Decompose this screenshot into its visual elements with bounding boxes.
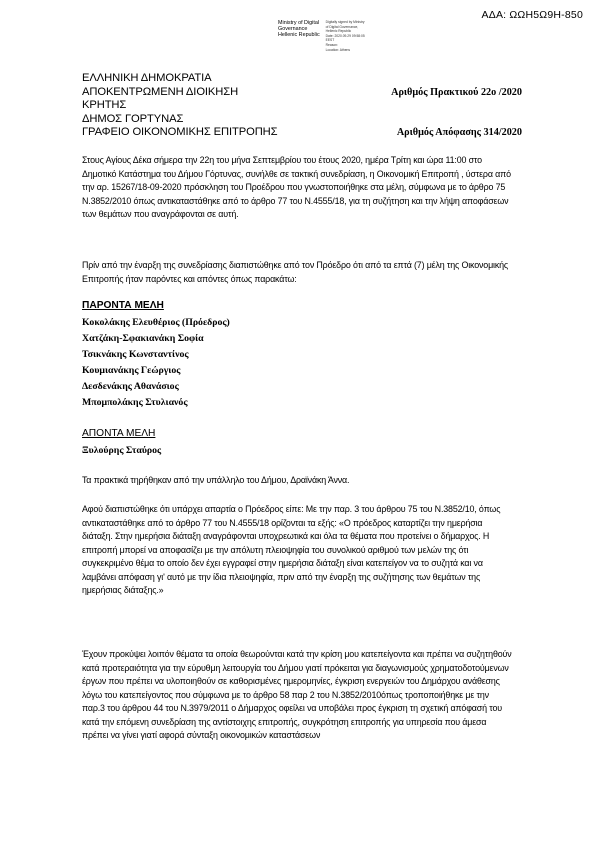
header-office: ΓΡΑΦΕΙΟ ΟΙΚΟΝΟΜΙΚΗΣ ΕΠΙΤΡΟΠΗΣ: [82, 126, 278, 138]
signature-detail-line: Hellenic Republic: [325, 29, 352, 34]
digital-signature-stamp: [278, 20, 365, 52]
present-member: Μπομπολάκης Στυλιανός: [82, 397, 188, 408]
signature-issuer-line: Ministry of Digital: [278, 20, 320, 26]
president-speech-paragraph: Αφού διαπιστώθηκε ότι υπάρχει απαρτία ο Πρόεδρος είπε: Με την παρ. 3 του άρθρου 75 του Ν.3852/10, όπως αντικαταστάθηκε από το άρθρο 77 του Ν.4555/18 ορίζονται τα εξής: «Ο πρόεδρος καταρτίζει την ημερήσια διάταξη. Στην ημερήσια διάταξη αναγράφονται υποχρεωτικά και όλα τα θέματα που προτείνει ο δήμαρχος. Η επιτροπή μπορεί να αποφασίζει με την απόλυτη πλειοψηφία του συνολικού αριθμού των μελών της ότι συγκεκριμένο θέμα το οποίο δεν έχει εγγραφεί στην ημερήσια διάταξη είναι κατεπείγον να το συζητά και να λαμβάνει απόφαση γι' αυτό με την ίδια πλειοψηφία, πριν από την έναρξη της συζήτησης των θεμάτων της ημερήσιας διάταξης.»: [82, 504, 501, 595]
document-header: [82, 72, 522, 140]
absent-member: Ξυλούρης Σταύρος: [82, 445, 162, 456]
present-member: Χατζάκη-Σφακιανάκη Σοφία: [82, 333, 204, 344]
present-member: Δεσδενάκης Αθανάσιος: [82, 381, 179, 392]
signature-details: [326, 20, 365, 52]
present-members-title: ΠΑΡΟΝΤΑ ΜΕΛΗ: [82, 300, 164, 311]
header-municipality: ΔΗΜΟΣ ΓΟΡΤΥΝΑΣ: [82, 112, 184, 125]
header-region: ΚΡΗΤΗΣ: [82, 99, 127, 111]
signature-detail-line: EEST: [325, 38, 335, 43]
header-authority: ΑΠΟΚΕΝΤΡΩΜΕΝΗ ΔΙΟΙΚΗΣΗ: [82, 85, 239, 98]
signature-detail-line: Digitally signed by Ministry: [325, 20, 365, 24]
decision-number: Αριθμός Απόφασης 314/2020: [396, 127, 522, 138]
signature-detail-line: of Digital Governance,: [325, 24, 359, 29]
secretary-paragraph: Τα πρακτικά τηρήθηκαν από την υπάλληλο του Δήμου, Δραϊνάκη Άννα.: [82, 475, 350, 485]
signature-issuer-line: Governance: [278, 26, 308, 33]
quorum-paragraph: Πρίν από την έναρξη της συνεδρίασης διαπιστώθηκε από τον Πρόεδρο ότι από τα επτά (7) μέλη της Οικονομικής Επιτροπής ήταν παρόντες και απόντες όπως παρακάτω:: [82, 260, 509, 284]
intro-paragraph: Στους Αγίους Δέκα σήμερα την 22η του μήνα Σεπτεμβρίου του έτους 2020, ημέρα Τρίτη και ώρα 11:00 στο Δημοτικό Κατάστημα του Δήμου Γόρτυνας, συνήλθε σε τακτική συνεδρίαση, η Οικονομική Επιτροπή , ύστερα από την αρ. 15267/18-09-2020 πρόσκληση του Προέδρου που γνωστοποιήθηκε στα μέλη, σύμφωνα με το άρθρο 75 Ν.3852/2010 όπως αντικαταστάθηκε από το άρθρο 77 του Ν.4555/18, για τη συζήτηση και την λήψη αποφάσεων των θεμάτων που αναγράφονται σε αυτή.: [82, 155, 511, 219]
signature-detail-line: Date: 2020.09.29 09:58:05: [325, 33, 365, 38]
signature-issuer-line: Hellenic Republic: [278, 32, 320, 39]
signature-issuer: [278, 20, 320, 52]
ada-code: ΑΔΑ: ΩΩΗ5Ω9Η-850: [481, 9, 583, 21]
signature-detail-line: Location: Athens: [325, 47, 351, 52]
urgent-items-paragraph: Έχουν προκύψει λοιπόν θέματα τα οποία θεωρούνται κατά την κρίση μου κατεπείγοντα και πρέπει να συζητηθούν κατά προτεραιότητα για την εύρυθμη λειτουργία του Δήμου γιατί πρόκειται για διαγωνισμούς χρηματοδοτούμενων έργων που πρέπει να υλοποιηθούν σε καθορισμένες ημερομηνίες, έγκριση ενεργειών του Δημάρχου ανάθεσης λόγω του κατεπείγοντος που σύμφωνα με το άρθρο 58 παρ 2 του Ν.3852/2010όπως τροποποιήθηκε με την παρ.3 του άρθρου 44 του Ν.3979/2011 ο Δήμαρχος οφείλει να υποβάλει προς έγκριση τη σχετική απόφασή του κατά την επόμενη συνεδρίαση της αντίστοιχης επιτροπής, συγκρότηση επιτροπής για υπηρεσία που άμεσα πρέπει να γίνει γιατί αφορά σύνταξη οικονομικών καταστάσεων: [82, 649, 512, 740]
minutes-number: Αριθμός Πρακτικού 22ο /2020: [391, 86, 522, 98]
header-country: ΕΛΛΗΝΙΚΗ ΔΗΜΟΚΡΑΤΙΑ: [82, 72, 212, 84]
present-member: Κουμιανάκης Γεώργιος: [82, 365, 181, 376]
present-member: Τσικνάκης Κωνσταντίνος: [82, 349, 189, 360]
absent-members-title: ΑΠΟΝΤΑ ΜΕΛΗ: [82, 428, 156, 439]
present-member: Κοκολάκης Ελευθέριος (Πρόεδρος): [82, 317, 230, 328]
signature-detail-line: Reason:: [325, 42, 338, 47]
